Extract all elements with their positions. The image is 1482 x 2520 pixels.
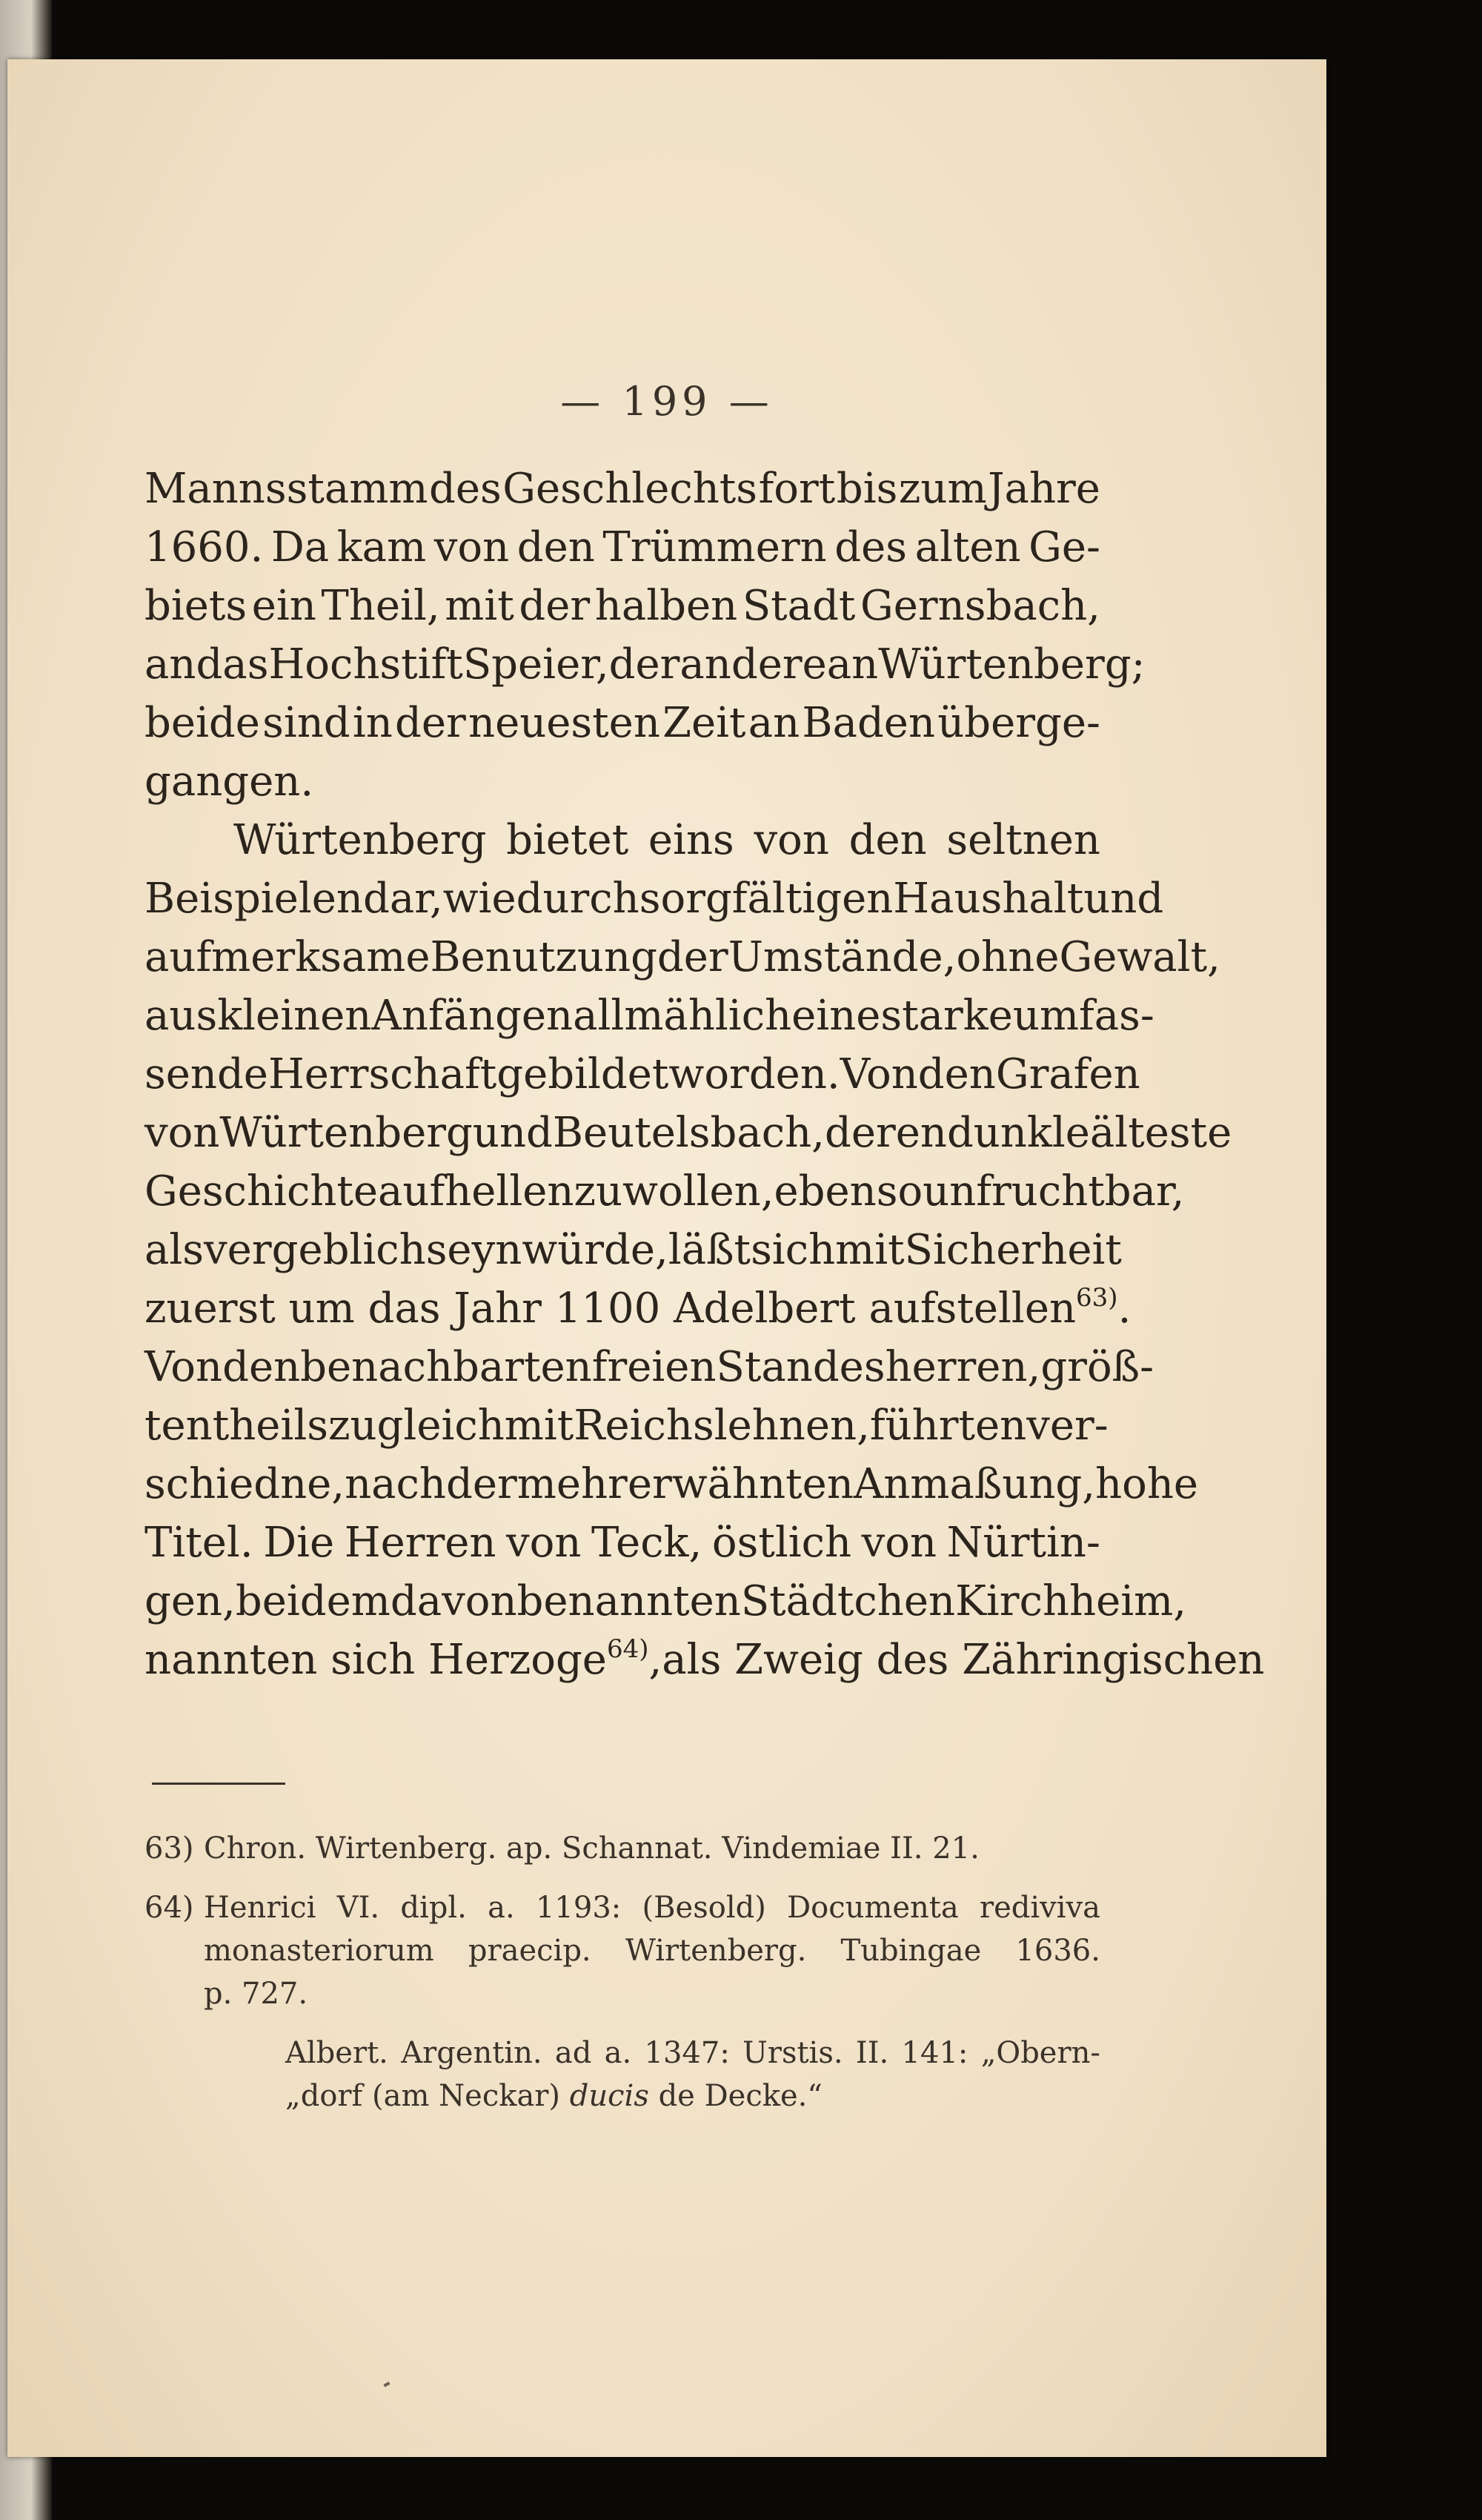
text-line-with-ref bbox=[144, 1631, 1265, 1689]
footnote-text: „dorf (am Neckar) bbox=[285, 2079, 561, 2113]
ink-speck bbox=[384, 2381, 391, 2387]
footnote-ref-64[interactable]: 64) bbox=[606, 1634, 649, 1664]
text-line: 1660. Da kam von den Trümmern des alten Ge- bbox=[144, 523, 1100, 571]
footnote-text: Henrici VI. dipl. a. 1193: (Besold) Documenta rediviva bbox=[204, 1891, 1100, 1925]
footnote-text: p. 727. bbox=[204, 1977, 308, 2011]
text-line: sende Herrschaft gebildet worden. Von den Grafen bbox=[144, 1050, 1140, 1098]
footnote-label: 64) bbox=[144, 1891, 194, 1925]
footnote-ref-63[interactable]: 63) bbox=[1076, 1283, 1118, 1313]
footnote-63 bbox=[144, 1827, 1100, 1870]
ref-suffix: , bbox=[648, 1636, 662, 1684]
footnote-64-continuation bbox=[144, 2032, 1100, 2118]
text-line: als Zweig des Zähringischen bbox=[662, 1636, 1265, 1684]
footnote-divider bbox=[152, 1783, 285, 1785]
text-line: Von den benachbarten freien Standesherren, größ- bbox=[144, 1343, 1154, 1391]
text-line: nannten sich Herzoge bbox=[144, 1636, 607, 1684]
text-line: Geschichte aufhellen zu wollen, eben so unfruchtbar, bbox=[144, 1167, 1185, 1216]
text-line: aus kleinen Anfängen allmählich eine starke umfas- bbox=[144, 992, 1154, 1040]
footnote-text: de Decke.“ bbox=[658, 2079, 823, 2113]
text-line: schiedne, nach der mehr erwähnten Anmaßung, hohe bbox=[144, 1460, 1199, 1508]
ref-group bbox=[1076, 1279, 1131, 1338]
text-line: Titel. Die Herren von Teck, östlich von Nürtin- bbox=[144, 1519, 1100, 1567]
text-line: tentheils zugleich mit Reichslehnen, führten ver- bbox=[144, 1402, 1109, 1450]
text-line: an das Hochstift Speier, der andere an Würtenberg; bbox=[144, 640, 1146, 689]
footnote-text: Albert. Argentin. ad a. 1347: Urstis. II. 141: „Obern- bbox=[285, 2036, 1100, 2070]
text-line: als vergeblich seyn würde, läßt sich mit Sicherheit bbox=[144, 1226, 1122, 1274]
page-number: — 199 — bbox=[560, 378, 774, 425]
footnote-text-italic: ducis bbox=[569, 2079, 649, 2113]
text-line: biets ein Theil, mit der halben Stadt Gernsbach, bbox=[144, 582, 1100, 630]
text-line: zuerst um das Jahr 1100 Adelbert aufstellen bbox=[144, 1284, 1077, 1333]
text-line: gen, bei dem davon benannten Städtchen Kirchheim, bbox=[144, 1577, 1187, 1625]
book-page bbox=[7, 59, 1326, 2457]
text-line: aufmerksame Benutzung der Umstände, ohne Gewalt, bbox=[144, 933, 1220, 981]
text-line: beide sind in der neuesten Zeit an Baden überge- bbox=[144, 699, 1100, 747]
ref-suffix: . bbox=[1117, 1284, 1132, 1333]
footnote-text: Chron. Wirtenberg. ap. Schannat. Vindemiae II. 21. bbox=[204, 1831, 980, 1866]
footnote-64 bbox=[144, 1886, 1100, 2015]
text-line: Mannsstamm des Geschlechts fort bis zum Jahre bbox=[144, 465, 1100, 513]
text-line: von Würtenberg und Beutelsbach, deren dunkle älteste bbox=[144, 1109, 1232, 1157]
footnotes bbox=[144, 1827, 1100, 2118]
footnote-text: monasteriorum praecip. Wirtenberg. Tubingae 1636. bbox=[204, 1934, 1100, 1968]
main-text bbox=[144, 460, 1265, 1689]
text-line: gangen. bbox=[144, 757, 314, 806]
ref-group bbox=[144, 1631, 662, 1689]
text-line: Würtenberg bietet eins von den seltnen bbox=[233, 816, 1100, 864]
footnote-label: 63) bbox=[144, 1831, 194, 1866]
footnote-text-line bbox=[285, 2075, 1100, 2118]
text-line: Beispielen dar, wie durch sorgfältigen Haushalt und bbox=[144, 875, 1164, 923]
text-line-with-ref bbox=[144, 1279, 1132, 1338]
